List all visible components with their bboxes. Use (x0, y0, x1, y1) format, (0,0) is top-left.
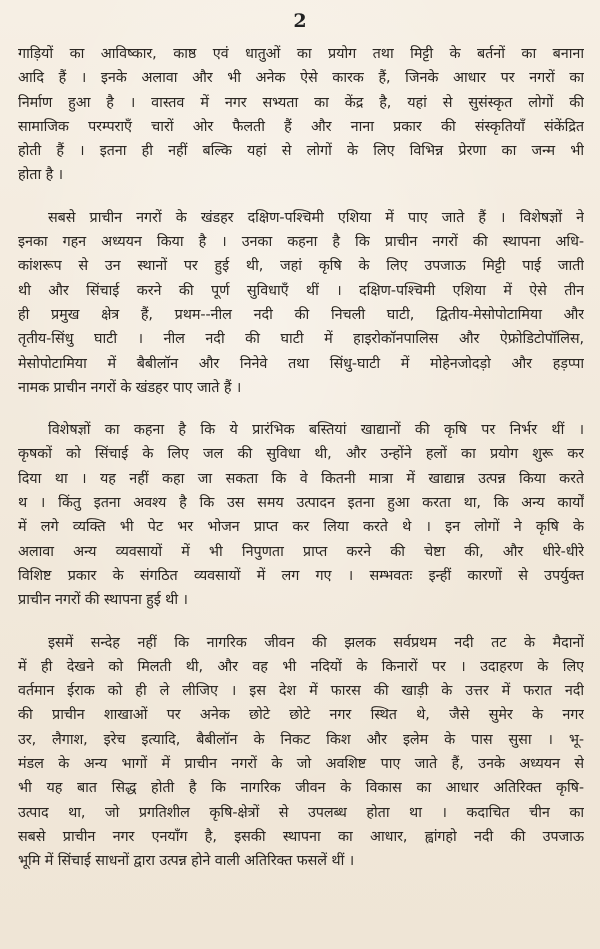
text-line: सामाजिक परम्पराएँ चारों ओर फैलती हैं और नाना प्रकार की संस्कृतियाँ संकेंद्रित (18, 118, 584, 135)
text-line: उत्पाद था, जो प्रगतिशील कृषि-क्षेत्रों से उपलब्ध होता था । कदाचित चीन का (18, 804, 584, 821)
text-line: में ही देखने को मिलती थी, और वह भी नदियों के किनारों पर । उदाहरण के लिए (18, 658, 584, 675)
text-line: निर्माण हुआ है । वास्तव में नगर सभ्यता का केंद्र है, यहां से सुसंस्कृत लोगों की (18, 94, 584, 111)
text-line: की प्राचीन शाखाओं पर अनेक छोटे छोटे नगर स्थित थे, जैसे सुमेर के नगर (18, 707, 584, 724)
text-line: भी यह बात सिद्ध होती है कि नागरिक जीवन के विकास का आधार अतिरिक्त कृषि- (18, 780, 584, 797)
text-line: में लगे व्यक्ति भी पेट भर भोजन प्राप्त कर लिया करते थे । इन लोगों ने कृषि के (18, 519, 584, 536)
text-line: मेसोपोटामिया में बैबीलॉन और निनेवे तथा सिंधु-घाटी में मोहेनजोदड़ो और हड़प्पा (18, 355, 584, 372)
paragraph-4 (18, 631, 584, 874)
paragraph-1 (18, 42, 584, 188)
text-line: होता है । (18, 167, 63, 184)
text-line: थी और सिंचाई करने की पूर्ण सुविधाएँ थीं । दक्षिण-पश्चिमी एशिया में ऐसे तीन (18, 282, 584, 299)
text-line: गाड़ियों का आविष्कार, काष्ठ एवं धातुओं का प्रयोग तथा मिट्टी के बर्तनों का बनाना (18, 46, 584, 62)
text-line: सबसे प्राचीन नगर एनयाँग है, इसकी स्थापना का आधार, ह्वांगहो नदी की उपजाऊ (18, 828, 584, 845)
text-line: नामक प्राचीन नगरों के खंडहर पाए जाते हैं । (18, 379, 242, 396)
text-line: आदि हैं । इनके अलावा और भी अनेक ऐसे कारक हैं, जिनके आधार पर नगरों का (18, 70, 584, 87)
text-line: होती हैं । इतना ही नहीं बल्कि यहां से लोगों के लिए विभिन्न प्रेरणा का जन्म भी (18, 143, 584, 160)
text-line: भूमि में सिंचाई साधनों द्वारा उत्पन्न होने वाली अतिरिक्त फसलें थीं । (18, 853, 355, 870)
text-line: सबसे प्राचीन नगरों के खंडहर दक्षिण-पश्चिमी एशिया में पाए जाते हैं । विशेषज्ञों ने (48, 209, 584, 226)
text-line: अलावा अन्य व्यवसायों में भी निपुणता प्राप्त करने की चेष्टा की, और धीरे-धीरे (18, 543, 584, 560)
paragraph-2 (18, 206, 584, 400)
text-line: उर, लैगाश, इरेच इत्यादि, बैबीलॉन के निकट किश और इलेम के पास सुसा । भू- (18, 731, 584, 748)
text-line: इसमें सन्देह नहीं कि नागरिक जीवन की झलक सर्वप्रथम नदी तट के मैदानों (48, 634, 584, 651)
text-line: इनका गहन अध्ययन किया है । उनका कहना है कि प्राचीन नगरों की स्थापना अधि- (18, 234, 584, 251)
text-line: विशेषज्ञों का कहना है कि ये प्रारंभिक बस्तियां खाद्यानों की कृषि पर निर्भर थीं । (48, 422, 584, 439)
text-line: कृषकों को सिंचाई के लिए जल की सुविधा थी, और उन्होंने हलों का प्रयोग शुरू कर (18, 446, 584, 463)
text-line: ही प्रमुख क्षेत्र हैं, प्रथम--नील नदी की निचली घाटी, द्वितीय-मेसोपोटामिया और (18, 306, 584, 323)
text-line: कांशरूप से उन स्थानों पर हुई थी, जहां कृषि के लिए उपजाऊ मिट्टी पाई जाती (18, 258, 584, 275)
text-line: विशिष्ट प्रकार के संगठित व्यवसायों में लग गए । सम्भवतः इन्हीं कारणों से उपर्युक्त (18, 567, 584, 584)
page-number: 2 (293, 10, 307, 32)
text-line: दिया था । यह नहीं कहा जा सकता कि वे कितनी मात्रा में खाद्यान्न उत्पन्न किया करते (18, 470, 584, 487)
text-line: थ । किंतु इतना अवश्य है कि उस समय उत्पादन इतना हुआ करता था, कि अन्य कार्यों (18, 495, 584, 512)
text-line: तृतीय-सिंधु घाटी । नील नदी की घाटी में हाइरोकॉनपालिस और ऐफ्रोडिटोपॉलिस, (18, 331, 584, 348)
paragraph-3 (18, 418, 584, 612)
text-line: वर्तमान ईराक को ही ले लीजिए । इस देश में फारस की खाड़ी के उत्तर में फरात नदी (18, 683, 584, 700)
body-text (18, 42, 584, 892)
text-line: मंडल के अन्य भागों में प्राचीन नगरों के जो अवशिष्ट पाए जाते हैं, उनके अध्ययन से (18, 756, 584, 773)
text-line: प्राचीन नगरों की स्थापना हुई थी । (18, 592, 188, 609)
